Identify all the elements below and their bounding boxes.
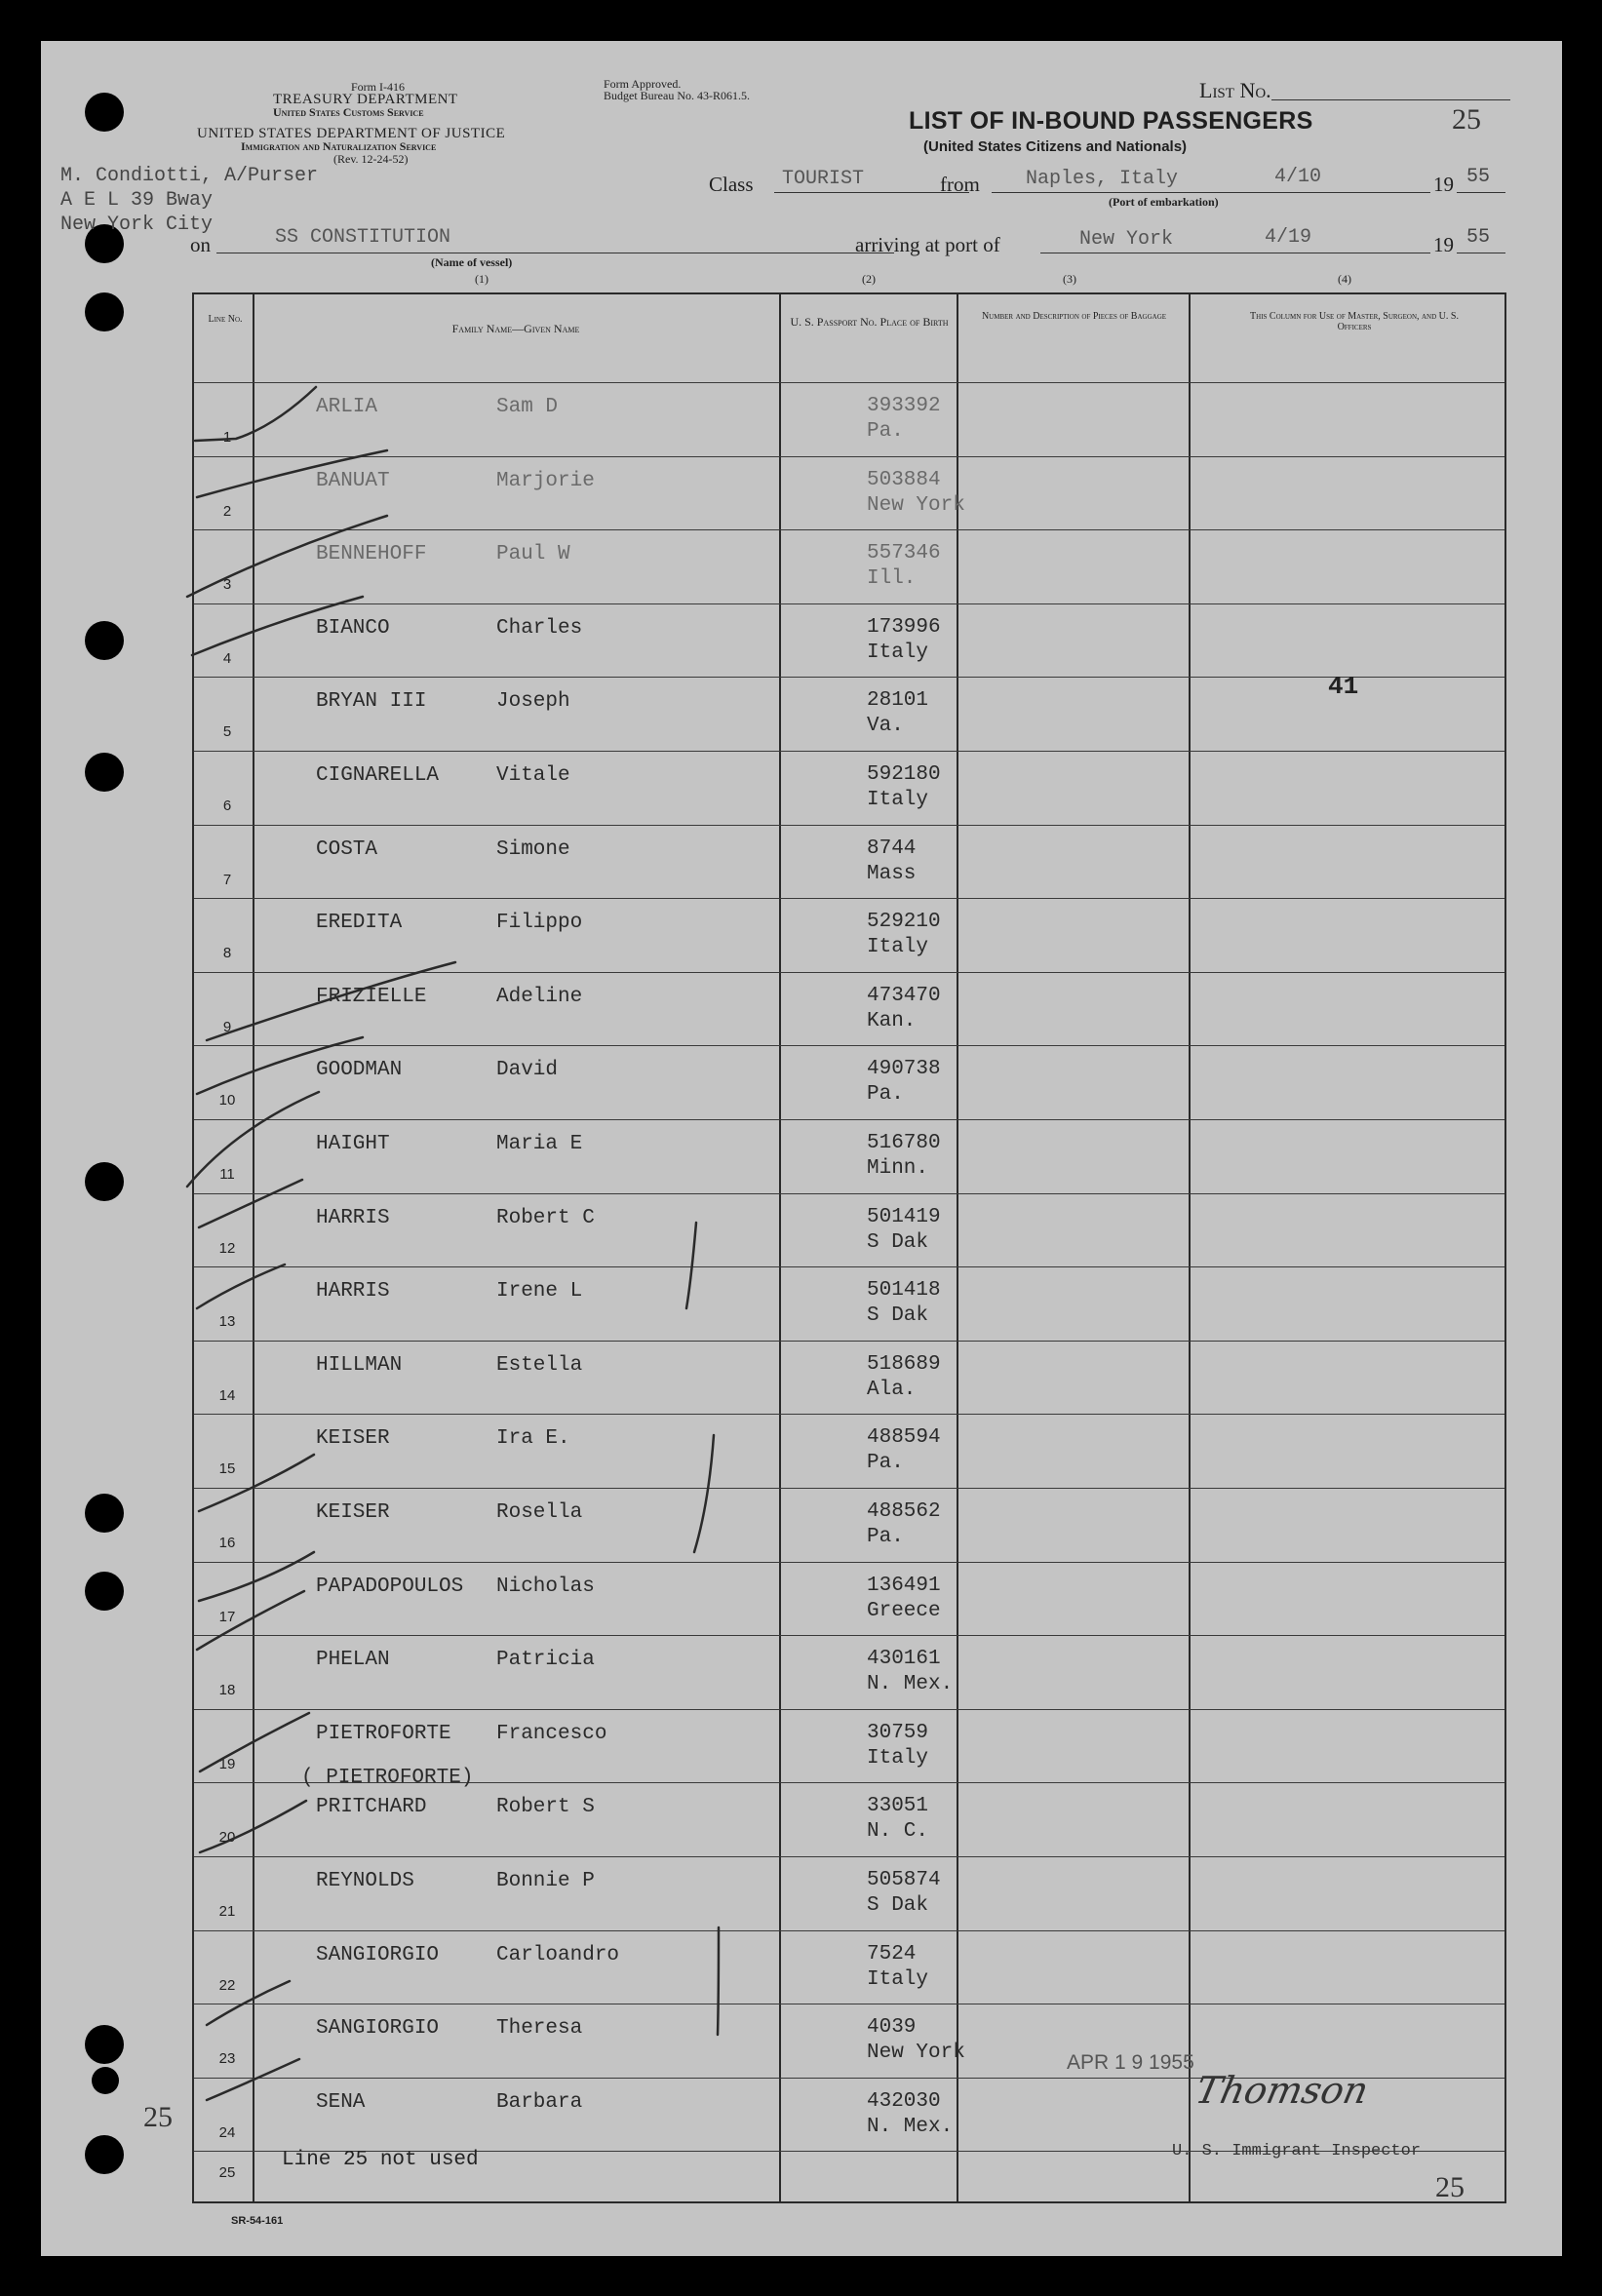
passport-number: 173996 (867, 615, 941, 639)
place-of-birth: Pa. (867, 420, 904, 443)
arriving-label: arriving at port of (855, 233, 1000, 256)
customs-service: United States Customs Service (273, 105, 424, 119)
place-of-birth: S Dak (867, 1230, 929, 1254)
line-number: 1 (222, 429, 232, 446)
given-name: Simone (496, 837, 570, 861)
form-approved: Form Approved. (604, 77, 682, 91)
place-of-birth: Va. (867, 715, 904, 738)
line-number: 15 (218, 1460, 236, 1478)
list-number: 25 (1452, 103, 1481, 136)
passport-number: 503884 (867, 468, 941, 491)
passport-number: 501419 (867, 1205, 941, 1228)
given-name: Robert S (496, 1796, 595, 1819)
row-divider (194, 1193, 1504, 1194)
purser-city: New York City (60, 214, 214, 236)
row-divider (194, 456, 1504, 457)
punch-hole (85, 2135, 124, 2174)
place-of-birth: Greece (867, 1599, 941, 1622)
passport-number: 432030 (867, 2089, 941, 2113)
given-name: Joseph (496, 690, 570, 714)
family-name: KEISER (316, 1427, 390, 1451)
row-divider (194, 972, 1504, 973)
line-number: 9 (222, 1018, 232, 1035)
form-revision: (Rev. 12-24-52) (333, 152, 409, 166)
inspector-title: U. S. Immigrant Inspector (1172, 2142, 1422, 2160)
row-divider (194, 751, 1504, 752)
family-name: PHELAN (316, 1649, 390, 1672)
line-number: 10 (218, 1092, 236, 1109)
header-passport: U. S. Passport No. Place of Birth (790, 315, 949, 329)
left-margin-count: 25 (143, 2101, 173, 2133)
embarkation-date: 4/10 (1274, 166, 1322, 188)
row-divider (194, 1414, 1504, 1415)
given-name: Ira E. (496, 1427, 570, 1451)
line-25-note: Line 25 not used (282, 2149, 479, 2171)
row19-alias: ( PIETROFORTE) (301, 1767, 474, 1789)
bottom-count: 25 (1435, 2171, 1465, 2203)
passport-number: 505874 (867, 1869, 941, 1891)
row-divider (194, 1709, 1504, 1710)
family-name: SANGIORGIO (316, 2017, 440, 2041)
given-name: David (496, 1059, 559, 1082)
passport-number: 28101 (867, 689, 929, 713)
place-of-birth: Pa. (867, 1083, 904, 1107)
line-number: 13 (218, 1313, 236, 1331)
passport-number: 8744 (867, 837, 917, 860)
family-name: CIGNARELLA (316, 764, 440, 787)
line-number: 6 (222, 798, 232, 814)
row-divider (194, 603, 1504, 604)
place-of-birth: New York (867, 493, 965, 517)
place-of-birth: Italy (867, 789, 929, 811)
col-num-4: (4) (1338, 272, 1351, 286)
given-name: Carloandro (496, 1943, 620, 1966)
vessel-caption: (Name of vessel) (431, 255, 513, 269)
place-of-birth: S Dak (867, 1304, 929, 1328)
embarkation-port: Naples, Italy (1026, 168, 1179, 190)
given-name: Sam D (496, 396, 559, 418)
line-number: 2 (222, 502, 232, 520)
given-name: Bonnie P (496, 1870, 595, 1892)
given-name: Nicholas (496, 1575, 595, 1598)
punch-hole (85, 292, 124, 331)
place-of-birth: Italy (867, 641, 929, 664)
ins-service: Immigration and Naturalization Service (241, 139, 437, 153)
line-number: 19 (218, 1755, 236, 1772)
punch-hole (85, 621, 124, 660)
place-of-birth: N. Mex. (867, 1673, 954, 1696)
passport-number: 33051 (867, 1795, 929, 1818)
row-divider (194, 898, 1504, 899)
given-name: Charles (496, 616, 583, 640)
inspection-stamp-date: APR 1 9 1955 (1067, 2051, 1194, 2074)
header-line-no: Line No. (208, 314, 243, 325)
passport-number: 490738 (867, 1058, 941, 1081)
inspector-signature: Thomson (1192, 2069, 1373, 2112)
given-name: Estella (496, 1353, 583, 1377)
header-officers: This Column for Use of Master, Surgeon, and U. S. Officers (1250, 311, 1459, 332)
place-of-birth: Mass (867, 862, 917, 885)
punch-hole (85, 1162, 124, 1201)
line-number: 14 (218, 1386, 236, 1404)
passport-number: 393392 (867, 395, 941, 417)
given-name: Patricia (496, 1649, 595, 1672)
family-name: GOODMAN (316, 1059, 403, 1082)
on-label: on (190, 233, 211, 256)
page-title: LIST OF IN-BOUND PASSENGERS (909, 107, 1313, 135)
document-page (41, 41, 1562, 2256)
punch-hole (85, 2025, 124, 2064)
passport-number: 501418 (867, 1279, 941, 1303)
given-name: Maria E (496, 1133, 583, 1155)
family-name: PRITCHARD (316, 1796, 427, 1819)
passport-number: 488594 (867, 1426, 941, 1450)
row-divider (194, 1341, 1504, 1342)
passport-number: 7524 (867, 1942, 917, 1965)
family-name: BIANCO (316, 616, 390, 640)
row-divider (194, 1856, 1504, 1857)
passport-number: 430161 (867, 1648, 941, 1671)
family-name: HAIGHT (316, 1133, 390, 1155)
passport-number: 557346 (867, 542, 941, 565)
place-of-birth: Ala. (867, 1378, 917, 1401)
given-name: Filippo (496, 912, 583, 935)
row-divider (194, 382, 1504, 383)
given-name: Adeline (496, 985, 583, 1008)
line-number: 12 (218, 1239, 236, 1257)
row5-officer-note: 41 (1328, 672, 1359, 701)
row-divider (194, 1119, 1504, 1120)
line-number-25: 25 (218, 2164, 236, 2181)
family-name: FRIZIELLE (316, 985, 427, 1008)
line-number: 8 (222, 945, 232, 962)
passport-number: 516780 (867, 1132, 941, 1154)
col-num-1: (1) (475, 272, 488, 286)
line-number: 21 (218, 1903, 236, 1920)
family-name: SENA (316, 2090, 366, 2114)
family-name: BENNEHOFF (316, 543, 427, 566)
purser-name: M. Condiotti, A/Purser (60, 165, 319, 187)
family-name: EREDITA (316, 912, 403, 935)
place-of-birth: N. C. (867, 1820, 929, 1844)
treasury-dept: TREASURY DEPARTMENT (273, 92, 458, 107)
family-name: BRYAN III (316, 690, 427, 714)
line-number: 17 (218, 1608, 236, 1625)
place-of-birth: Italy (867, 1967, 929, 1991)
passport-number: 30759 (867, 1721, 929, 1744)
row-divider (194, 677, 1504, 678)
row-divider (194, 1488, 1504, 1489)
punch-hole (92, 2067, 119, 2094)
row-divider (194, 1930, 1504, 1931)
embarkation-year: 55 (1466, 166, 1491, 188)
line-number: 5 (222, 723, 232, 741)
line-number: 18 (218, 1682, 236, 1699)
family-name: HARRIS (316, 1280, 390, 1304)
arrival-port: New York (1079, 228, 1174, 251)
col-num-2: (2) (862, 272, 876, 286)
purser-address: A E L 39 Bway (60, 189, 214, 212)
form-number: Form I-416 (351, 80, 405, 94)
place-of-birth: Italy (867, 936, 929, 959)
line-number: 22 (218, 1976, 236, 1994)
line-number: 23 (218, 2050, 236, 2068)
justice-dept: UNITED STATES DEPARTMENT OF JUSTICE (197, 126, 506, 141)
place-of-birth: Kan. (867, 1009, 917, 1032)
class-value: TOURIST (782, 168, 865, 190)
punch-hole (85, 93, 124, 132)
line-number: 20 (218, 1829, 236, 1847)
line-number: 4 (222, 649, 232, 667)
passport-number: 4039 (867, 2016, 917, 2040)
given-name: Irene L (496, 1280, 583, 1304)
place-of-birth: New York (867, 2042, 965, 2065)
given-name: Francesco (496, 1722, 607, 1745)
page-subtitle: (United States Citizens and Nationals) (923, 138, 1188, 155)
place-of-birth: Ill. (867, 567, 917, 591)
line-number: 3 (222, 576, 232, 594)
row-divider (194, 1562, 1504, 1563)
family-name: COSTA (316, 837, 378, 861)
header-name: Family Name—Given Name (451, 322, 580, 335)
given-name: Barbara (496, 2090, 583, 2114)
from-label: from (940, 173, 980, 196)
family-name: HARRIS (316, 1206, 390, 1229)
line-number: 11 (219, 1166, 235, 1183)
place-of-birth: Italy (867, 1746, 929, 1770)
arrival-year: 55 (1466, 226, 1491, 249)
arrival-date: 4/19 (1265, 226, 1312, 249)
punch-hole (85, 1572, 124, 1611)
punch-hole (85, 753, 124, 792)
given-name: Theresa (496, 2017, 583, 2041)
family-name: PAPADOPOULOS (316, 1575, 464, 1598)
footer-code: SR-54-161 (231, 2215, 284, 2227)
year-prefix-2: 19 (1433, 233, 1454, 256)
passport-number: 518689 (867, 1352, 941, 1376)
family-name: KEISER (316, 1501, 390, 1524)
family-name: REYNOLDS (316, 1870, 414, 1892)
vessel-name: SS CONSTITUTION (275, 226, 451, 249)
row-divider (194, 825, 1504, 826)
place-of-birth: Pa. (867, 1452, 904, 1475)
line-number: 24 (218, 2123, 236, 2141)
place-of-birth: Pa. (867, 1526, 904, 1548)
place-of-birth: S Dak (867, 1894, 929, 1917)
given-name: Rosella (496, 1501, 583, 1524)
class-label: Class (709, 173, 754, 196)
family-name: BANUAT (316, 469, 390, 492)
col-num-3: (3) (1063, 272, 1076, 286)
header-baggage: Number and Description of Pieces of Baggage (981, 311, 1167, 322)
passport-number: 473470 (867, 984, 941, 1007)
row-divider (194, 1635, 1504, 1636)
family-name: ARLIA (316, 396, 378, 418)
place-of-birth: N. Mex. (867, 2115, 954, 2138)
budget-bureau: Budget Bureau No. 43-R061.5. (604, 89, 750, 102)
row-divider (194, 1266, 1504, 1267)
passport-number: 592180 (867, 763, 941, 786)
year-prefix-1: 19 (1433, 173, 1454, 196)
line-number: 16 (218, 1535, 236, 1551)
family-name: HILLMAN (316, 1353, 403, 1377)
line-number: 7 (222, 871, 232, 888)
passenger-table (192, 292, 1506, 2203)
place-of-birth: Minn. (867, 1157, 929, 1180)
given-name: Marjorie (496, 469, 595, 492)
family-name: PIETROFORTE (316, 1722, 451, 1745)
passport-number: 136491 (867, 1574, 941, 1597)
port-caption: (Port of embarkation) (1109, 195, 1219, 209)
row-divider (194, 1045, 1504, 1046)
passport-number: 488562 (867, 1500, 941, 1523)
given-name: Vitale (496, 764, 570, 787)
given-name: Robert C (496, 1206, 595, 1229)
family-name: SANGIORGIO (316, 1943, 440, 1966)
list-no-label: List No. (1199, 78, 1271, 102)
given-name: Paul W (496, 543, 570, 566)
row-divider (194, 529, 1504, 530)
punch-hole (85, 1494, 124, 1533)
passport-number: 529210 (867, 911, 941, 934)
